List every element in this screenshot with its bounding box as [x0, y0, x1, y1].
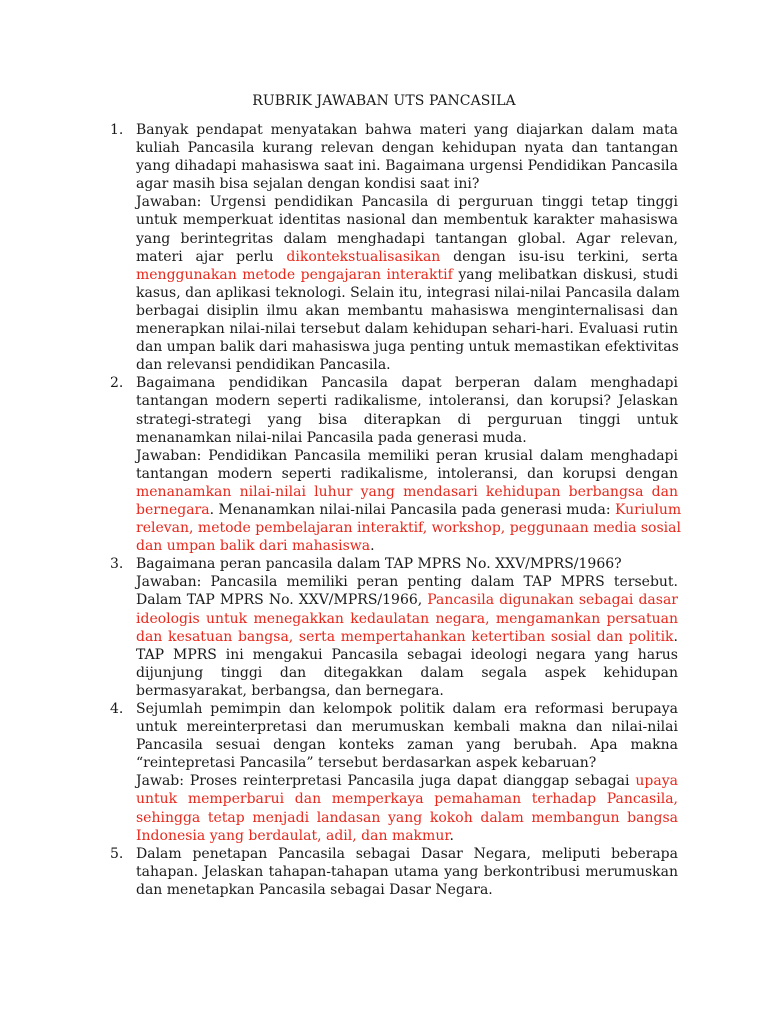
- highlighted-text: bernegara: [136, 501, 210, 518]
- body-text: untuk mereinterpretasi dan merumuskan kembali makna dan nilai-nilai: [136, 719, 678, 736]
- body-text: dengan isu-isu terkini, serta: [440, 248, 679, 265]
- body-text: Jawaban: Pancasila memiliki peran penting dalam TAP MPRS tersebut.: [136, 574, 678, 591]
- text-line: [136, 646, 678, 664]
- text-line: [136, 139, 678, 157]
- text-line: [136, 754, 678, 772]
- text-line: [136, 266, 678, 284]
- body-text: Sejumlah pemimpin dan kelompok politik dalam era reformasi berupaya: [136, 701, 678, 717]
- text-line: [136, 121, 678, 139]
- body-text: . Menanamkan nilai-nilai Pancasila pada generasi muda:: [209, 501, 615, 518]
- text-line: [136, 320, 678, 338]
- question-item-1: [0, 121, 768, 374]
- question-number: 3.: [110, 556, 124, 573]
- text-line: [136, 790, 678, 808]
- body-text: tantangan modern seperti radikalisme, intoleransi, dan korupsi? Jelaskan: [136, 393, 678, 410]
- body-text: .: [370, 538, 375, 555]
- body-text: Dalam TAP MPRS No. XXV/MPRS/1966,: [136, 592, 428, 609]
- text-line: [136, 827, 678, 845]
- body-text: dijunjung tinggi dan ditegakkan dalam segala aspek kehidupan: [136, 664, 678, 681]
- question-item-3: [0, 555, 768, 700]
- body-text: Bagaimana peran pancasila dalam TAP MPRS No. XXV/MPRS/1966?: [136, 556, 622, 573]
- text-line: [136, 845, 678, 863]
- body-text: “reintepretasi Pancasila” tersebut berdasarkan aspek kebaruan?: [136, 755, 597, 772]
- text-line: [136, 573, 678, 591]
- highlighted-text: menggunakan metode pengajaran interaktif: [136, 266, 453, 283]
- highlighted-text: relevan, metode pembelajaran interaktif, workshop, peggunaan media sosial: [136, 520, 681, 537]
- text-line: [136, 175, 678, 193]
- highlighted-text: dan umpan balik dari mahasiswa: [136, 538, 371, 555]
- text-line: [136, 465, 678, 483]
- body-text: dan relevansi pendidikan Pancasila.: [136, 357, 391, 374]
- text-line: [136, 392, 678, 410]
- body-text: yang berintegritas dalam menghadapi tantangan global. Agar relevan,: [136, 230, 678, 247]
- text-line: [136, 193, 678, 211]
- body-text: TAP MPRS ini mengakui Pancasila sebagai ideologi negara yang harus: [136, 646, 678, 663]
- text-line: [136, 429, 678, 447]
- body-text: agar masih bisa sejalan dengan kondisi saat ini?: [136, 176, 480, 193]
- body-text: Jawaban: Pendidikan Pancasila memiliki peran krusial dalam menghadapi: [136, 447, 678, 464]
- text-line: [136, 610, 678, 628]
- text-line: [136, 809, 678, 827]
- text-line: [136, 555, 678, 573]
- body-text: untuk memperkuat identitas nasional dan membentuk karakter mahasiswa: [136, 212, 678, 229]
- text-line: [136, 591, 678, 609]
- highlighted-text: dan kesatuan bangsa, serta mempertahankan ketertiban sosial dan politik: [136, 628, 674, 645]
- text-line: [136, 248, 678, 266]
- text-line: [136, 211, 678, 229]
- body-text: strategi-strategi yang bisa diterapkan di perguruan tinggi untuk: [136, 411, 678, 428]
- body-text: .: [449, 827, 454, 844]
- body-text: Jawab: Proses reinterpretasi Pancasila juga dapat dianggap sebagai: [136, 773, 636, 790]
- body-text: yang melibatkan diskusi, studi: [452, 266, 678, 283]
- body-text: Dalam penetapan Pancasila sebagai Dasar Negara, meliputi beberapa: [136, 845, 678, 862]
- body-text: materi ajar perlu: [136, 248, 287, 265]
- text-line: [136, 374, 678, 392]
- body-text: Banyak pendapat menyatakan bahwa materi yang diajarkan dalam mata: [136, 122, 678, 138]
- text-line: [136, 230, 678, 248]
- question-item-2: [0, 374, 768, 555]
- body-text: bermasyarakat, berbangsa, dan bernegara.: [136, 682, 444, 699]
- body-text: Jawaban: Urgensi pendidikan Pancasila di perguruan tinggi tetap tinggi: [136, 194, 678, 211]
- text-line: [136, 700, 678, 718]
- question-item-5: [0, 845, 768, 899]
- text-line: [136, 772, 678, 790]
- text-line: [136, 718, 678, 736]
- text-line: [136, 483, 678, 501]
- highlighted-text: sehingga tetap menjadi landasan yang kokoh dalam membangun bangsa: [136, 809, 678, 826]
- question-number: 1.: [110, 122, 124, 138]
- highlighted-text: untuk memperbarui dan memperkaya pemahaman terhadap Pancasila,: [136, 791, 678, 808]
- text-line: [136, 302, 678, 320]
- highlighted-text: upaya: [635, 773, 678, 790]
- body-text: kuliah Pancasila kurang relevan dengan kehidupan nyata dan tantangan: [136, 140, 678, 157]
- text-line: [136, 682, 678, 700]
- text-line: [136, 338, 678, 356]
- highlighted-text: Kuriulum: [615, 501, 682, 518]
- text-line: [136, 284, 678, 302]
- body-text: tahapan. Jelaskan tahapan-tahapan utama yang berkontribusi merumuskan: [136, 863, 678, 880]
- text-line: [136, 736, 678, 754]
- body-text: yang dihadapi mahasiswa saat ini. Bagaimana urgensi Pendidikan Pancasila: [136, 158, 678, 175]
- document-title: RUBRIK JAWABAN UTS PANCASILA: [252, 93, 516, 109]
- text-line: [136, 157, 678, 175]
- body-text: berbagai disiplin ilmu akan membantu mahasiswa menginternalisasi dan: [136, 302, 678, 319]
- question-number: 2.: [110, 375, 124, 392]
- body-text: Pancasila sesuai dengan konteks zaman yang berubah. Apa makna: [136, 737, 678, 754]
- highlighted-text: Indonesia yang berdaulat, adil, dan makmur: [136, 827, 450, 844]
- text-line: [136, 519, 681, 537]
- text-line: [136, 537, 678, 555]
- text-line: [136, 447, 678, 465]
- body-text: dan umpan balik dari mahasiswa juga penting untuk memastikan efektivitas: [136, 339, 679, 356]
- body-text: .: [673, 628, 678, 645]
- question-list: [0, 121, 768, 899]
- body-text: menerapkan nilai-nilai tersebut dalam kehidupan sehari-hari. Evaluasi rutin: [136, 321, 678, 338]
- text-line: [136, 628, 678, 646]
- highlighted-text: ideologis untuk menegakkan kedaulatan negara, mengamankan persatuan: [136, 610, 678, 627]
- body-text: Bagaimana pendidikan Pancasila dapat berperan dalam menghadapi: [136, 375, 678, 392]
- text-line: [136, 501, 682, 519]
- text-line: [136, 664, 678, 682]
- text-line: [136, 863, 678, 881]
- body-text: kasus, dan aplikasi teknologi. Selain itu, integrasi nilai-nilai Pancasila dalam: [136, 284, 680, 301]
- highlighted-text: menanamkan nilai-nilai luhur yang mendasari kehidupan berbangsa dan: [136, 483, 678, 500]
- body-text: tantangan modern seperti radikalisme, intoleransi, dan korupsi dengan: [136, 465, 678, 482]
- text-line: [136, 881, 678, 899]
- question-number: 5.: [110, 845, 124, 862]
- highlighted-text: Pancasila digunakan sebagai dasar: [427, 592, 678, 609]
- text-line: [136, 356, 678, 374]
- question-item-4: [0, 700, 768, 845]
- body-text: dan menetapkan Pancasila sebagai Dasar Negara.: [136, 881, 493, 898]
- question-number: 4.: [110, 701, 124, 717]
- body-text: menanamkan nilai-nilai Pancasila pada generasi muda.: [136, 429, 527, 446]
- highlighted-text: dikontekstualisasikan: [286, 248, 441, 265]
- text-line: [136, 411, 678, 429]
